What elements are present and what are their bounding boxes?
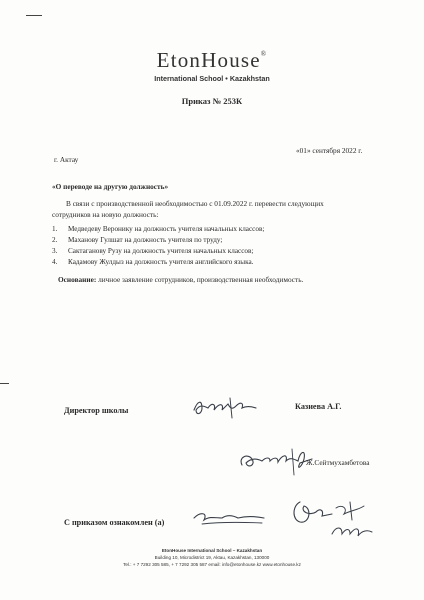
- list-item-text: Медведеву Веронику на должность учителя начальных классов;: [68, 225, 265, 233]
- list-item-number: 3.: [52, 247, 58, 255]
- acknowledgment-signature-3: [328, 500, 376, 544]
- list-item-text: Сактаганову Рузу на должность учителя начальных классов;: [68, 247, 254, 255]
- list-item-number: 4.: [52, 258, 58, 266]
- order-date: «01» сентября 2022 г.: [296, 146, 363, 155]
- order-basis: [58, 275, 303, 284]
- director-label: Директор школы: [64, 406, 129, 415]
- list-item-number: 2.: [52, 236, 58, 244]
- intro-line-1: В связи с производственной необходимостью с 01.09.2022 г. перевести следующих: [66, 199, 324, 208]
- intro-line-2: сотрудников на новую должность:: [52, 210, 159, 219]
- list-item: [52, 258, 253, 266]
- scan-mark-top-left: [26, 15, 42, 16]
- footer-address: Building 10, Microdistrict 19, Aktau, Kazakhstan, 130000: [154, 555, 270, 560]
- list-item: [52, 236, 222, 244]
- order-subject: «О переводе на другую должность»: [52, 182, 169, 191]
- director-signature: [190, 396, 270, 420]
- acknowledged-label: С приказом ознакомлен (а): [64, 518, 165, 527]
- acknowledgment-signature-1: [190, 508, 270, 528]
- footer-contacts: Tel.: + 7 7292 305 585, + 7 7292 305 587 email: info@etonhouse.kz www.etonhouse.kz: [123, 562, 301, 567]
- basis-text: личное заявление сотрудников, производственная необходимость.: [98, 275, 304, 284]
- footer-company: EtonHouse International School – Kazakhstan: [161, 548, 263, 553]
- brand-name: EtonHouse: [156, 48, 261, 72]
- order-title: Приказ № 253К: [181, 96, 243, 106]
- school-subtitle: International School • Kazakhstan: [154, 74, 270, 83]
- brand-mark: ®: [260, 50, 268, 58]
- list-item: [52, 247, 253, 255]
- list-item-text: Кадамову Жулдыз на должность учителя английского языка.: [68, 258, 254, 266]
- brand-logo: [0, 48, 424, 73]
- list-item-number: 1.: [52, 225, 58, 233]
- director-name: Казиева А.Г.: [295, 402, 342, 411]
- order-city: г. Актау: [54, 155, 79, 164]
- basis-label: Основание:: [58, 275, 97, 284]
- list-item-text: Маханову Гулшат на должность учителя по труду;: [68, 236, 223, 244]
- list-item: [52, 225, 264, 233]
- signer2-name: Ж.Сейтмухамбетова: [306, 458, 370, 467]
- scan-mark-left: [0, 383, 9, 384]
